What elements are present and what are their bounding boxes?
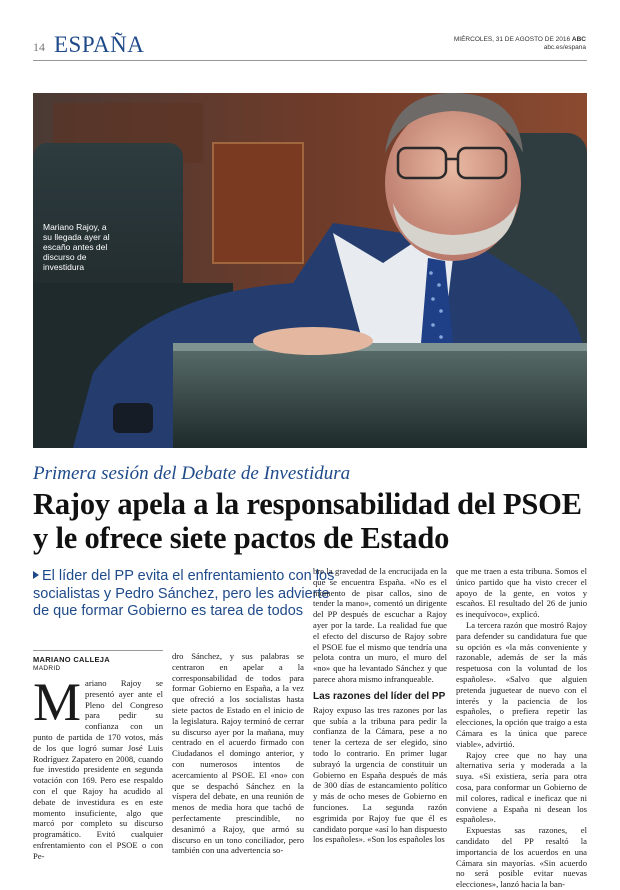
header-rule — [33, 60, 587, 61]
section-title: ESPAÑA — [54, 32, 145, 57]
body-text-4a: que me traen a esta tribuna. Somos el único partido que ha visto crecer el apoyo de la gente, en votos y escaños. El resultado del 26 de junio es inequívoco», explicó. — [456, 566, 587, 620]
photo-illustration — [33, 93, 587, 448]
body-column-1 — [33, 672, 163, 862]
subhead: Las razones del líder del PP — [313, 690, 446, 702]
brand-name: ABC — [571, 36, 586, 43]
kicker: Primera sesión del Debate de Investidura — [33, 463, 351, 484]
deck — [33, 568, 343, 621]
drop-cap: M — [33, 672, 82, 732]
body-text-4b: La tercera razón que mostró Rajoy para defender su candidatura fue que su opción es «la más conveniente y razonable, además de ser la más respetuosa con la voluntad de los españoles». «Salvo que alguien pretenda juguetear de nuevo con el interés y la paciencia de los españoles, o prefiera repetir las elecciones, la opción que traigo a esta Cámara es la única que parece viable», advirtió. — [456, 619, 587, 749]
arrow-icon — [33, 571, 39, 579]
dateline-place: MADRID — [33, 665, 61, 672]
section-url: abc.es/espana — [543, 44, 586, 51]
body-text-3a: bre la gravedad de la encrucijada en la que se encuentra España. «No es el momento de pisar callos, sino de tender la mano», comentó un dirigente del PP después de escuchar a Rajoy ayer por la tarde. La realidad fue que el efecto del discurso de Rajoy sobre el PSOE fue el mismo que tendría una pelota contra un muro, el muro del «no» que ha levantado Sánchez y que parece ahora mismo infranqueable. — [313, 566, 447, 684]
byline: MARIANO CALLEJA — [33, 655, 110, 664]
page-number: 14 — [33, 40, 45, 54]
dateline — [454, 36, 586, 52]
body-text-2: dro Sánchez, y sus palabras se centraron en apelar a la corresponsabilidad de todos para formar Gobierno en España, a la vez que ofreció a los socialistas hasta siete pactos de Estado en el inicio de la legislatura. Rajoy terminó de cerrar su discurso ayer por la mañana, muy centrado en el acuerdo firmado con Ciudadanos el domingo anterior, y con numerosos intentos de acercamiento al PSOE. El «no» con que se despachó Sánchez en la víspera del debate, en una reunión de menos de media hora que tachó de perfectamente prescindible, no desanimó a Rajoy, que armó su discurso en un tono conciliador, pero también con una advertencia so- — [172, 651, 304, 856]
body-column-2 — [172, 651, 304, 856]
byline-rule — [33, 650, 163, 651]
deck-text: El líder del PP evita el enfrentamiento con los socialistas y Pedro Sánchez, pero les advierte de que formar Gobierno es tarea de todos — [33, 568, 335, 619]
body-column-3 — [313, 566, 447, 845]
issue-date: MIÉRCOLES, 31 DE AGOSTO DE 2016 — [453, 36, 571, 43]
body-text-3b: Rajoy expuso las tres razones por las que subía a la tribuna para pedir la confianza de la Cámara, pese a no tener la certeza de ser elegido, sino todo lo contrario. En primer lugar subrayó la urgencia de constituir un Gobierno en España después de más de 300 días de estancamiento político y más de ocho meses de Gobierno en funciones. La segunda razón esgrimida por Rajoy fue que él es candidato porque «así lo han dispuesto los españoles». «Son los españoles los — [313, 704, 447, 845]
body-column-4 — [456, 566, 587, 890]
body-text-4c: Rajoy cree que no hay una alternativa seria y moderada a la suya. «Si existiera, sería para otra cosa, para conformar un Gobierno de mil colores, radical e ineficaz que ni conviene a España ni desean los españoles». — [456, 749, 587, 825]
body-text-4d: Expuestas sas razones, el candidato del PP resaltó la importancia de los acuerdos en una Cámara sin mayorías. «Sin acuerdo no será posible evitar nuevas elecciones», lanzó hacia la ban- — [456, 825, 587, 890]
lead-photo — [33, 93, 587, 448]
headline: Rajoy apela a la responsabilidad del PSOE y le ofrece siete pactos de Estado — [33, 487, 582, 555]
body-text-1: ariano Rajoy se presentó ayer ante el Pleno del Congreso para pedir su confianza con un punto de partida de 170 votos, más de los que logró sumar José Luis Rodríguez Zapatero en 2008, cuando fue investido presidente en segunda votación con 169. Pero ese respaldo con el que Rajoy ha acudido al debate de investidura es en este momento insuficiente, algo que marcó por completo su discurso programático. Evitó cualquier enfrentamiento con el PSOE o con Pe- — [33, 678, 163, 861]
photo-caption: Mariano Rajoy, a su llegada ayer al escaño antes del discurso de investidura — [43, 222, 110, 272]
